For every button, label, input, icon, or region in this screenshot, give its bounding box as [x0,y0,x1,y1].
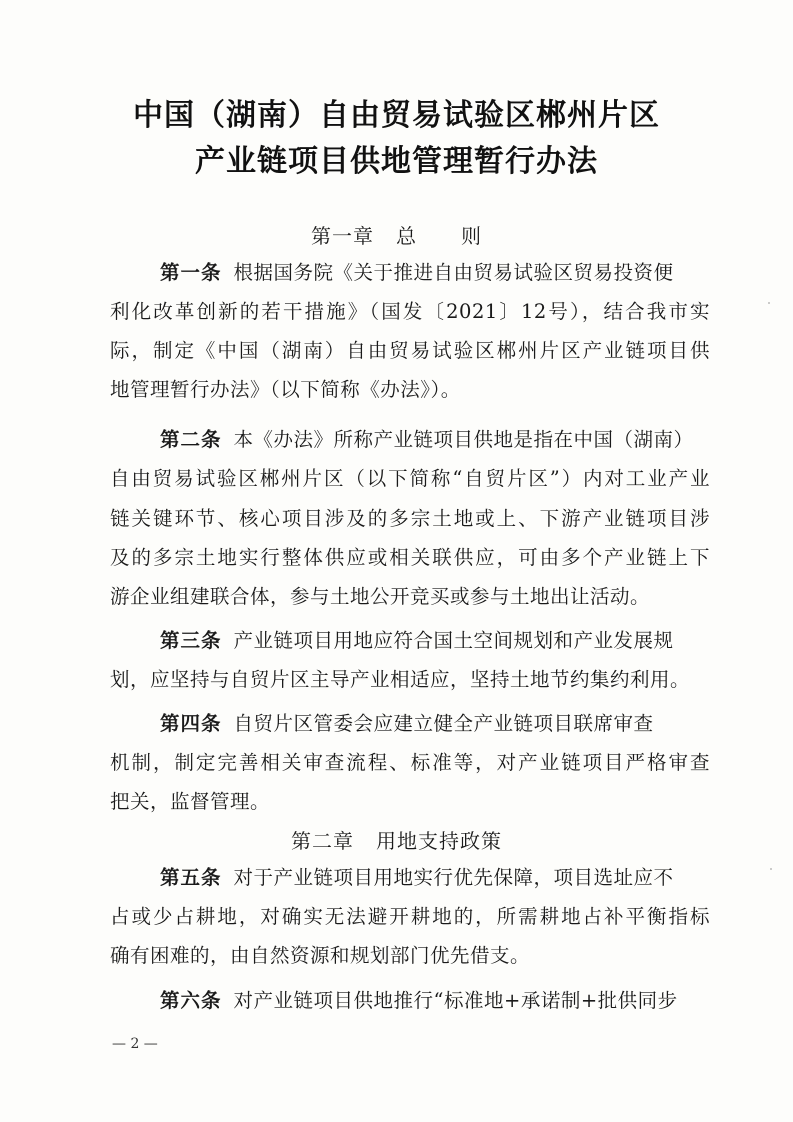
article-2-line-3: 链关键环节、核心项目涉及的多宗土地或上、下游产业链项目涉 [110,507,710,530]
article-2-text-1: 本《办法》所称产业链项目供地是指在中国（湖南） [233,428,694,451]
article-1-line-1 [160,258,710,288]
article-3-label: 第三条 [160,629,222,652]
article-4-line-1 [160,709,710,739]
article-5-line-2: 占或少占耕地，对确实无法避开耕地的，所需耕地占补平衡指标 [110,905,710,928]
article-2-line-5: 游企业组建联合体，参与土地公开竞买或参与土地出让活动。 [110,585,651,608]
article-5-text-1: 对于产业链项目用地实行优先保障，项目选址应不 [233,866,674,889]
article-2-line-4: 及的多宗土地实行整体供应或相关联供应，可由多个产业链上下 [110,546,710,569]
article-5-line-3: 确有困难的，由自然资源和规划部门优先借支。 [110,944,531,967]
article-4-label: 第四条 [160,712,222,735]
document-title-line-1: 中国（湖南）自由贸易试验区郴州片区 [133,98,660,133]
chapter-1-prefix: 第一章 [311,224,374,248]
article-6-line-1 [160,986,710,1016]
article-3-line-1 [160,626,710,656]
article-6-label: 第六条 [160,989,222,1012]
article-3-text-1: 产业链项目用地应符合国土空间规划和产业发展规 [233,629,674,652]
article-5-label: 第五条 [160,866,222,889]
chapter-2-name: 用地支持政策 [376,829,502,853]
article-6-text-1: 对产业链项目供地推行“标准地+承诺制+批供同步 [233,989,678,1012]
chapter-2-prefix: 第二章 [291,829,354,853]
article-2-label: 第二条 [160,428,222,451]
scan-speck [768,302,770,304]
chapter-2-heading [0,825,793,854]
article-1-line-3: 际，制定《中国（湖南）自由贸易试验区郴州片区产业链项目供 [110,339,710,362]
page-number: — 2 — [112,1036,158,1052]
document-title-line-2: 产业链项目供地管理暂行办法 [195,144,598,179]
article-4-line-2: 机制，制定完善相关审查流程、标准等，对产业链项目严格审查 [110,751,710,774]
article-3-line-2: 划，应坚持与自贸片区主导产业相适应，坚持土地节约集约利用。 [110,668,691,691]
chapter-1-word-1: 总 [396,224,417,248]
scan-speck [770,868,772,870]
article-1-line-2: 利化改革创新的若干措施》（国发〔2021〕12号），结合我市实 [110,300,710,323]
article-2-line-2: 自由贸易试验区郴州片区（以下简称“自贸片区”）内对工业产业 [110,467,710,490]
article-5-line-1 [160,863,710,893]
chapter-1-word-2: 则 [461,224,482,248]
chapter-1-heading [0,220,793,249]
article-4-line-3: 把关，监督管理。 [110,790,271,813]
article-1-line-4: 地管理暂行办法》（以下简称《办法》）。 [110,378,461,401]
article-4-text-1: 自贸片区管委会应建立健全产业链项目联席审查 [233,712,654,735]
article-1-text-1: 根据国务院《关于推进自由贸易试验区贸易投资便 [233,261,674,284]
article-2-line-1 [160,425,710,455]
article-1-label: 第一条 [160,261,222,284]
